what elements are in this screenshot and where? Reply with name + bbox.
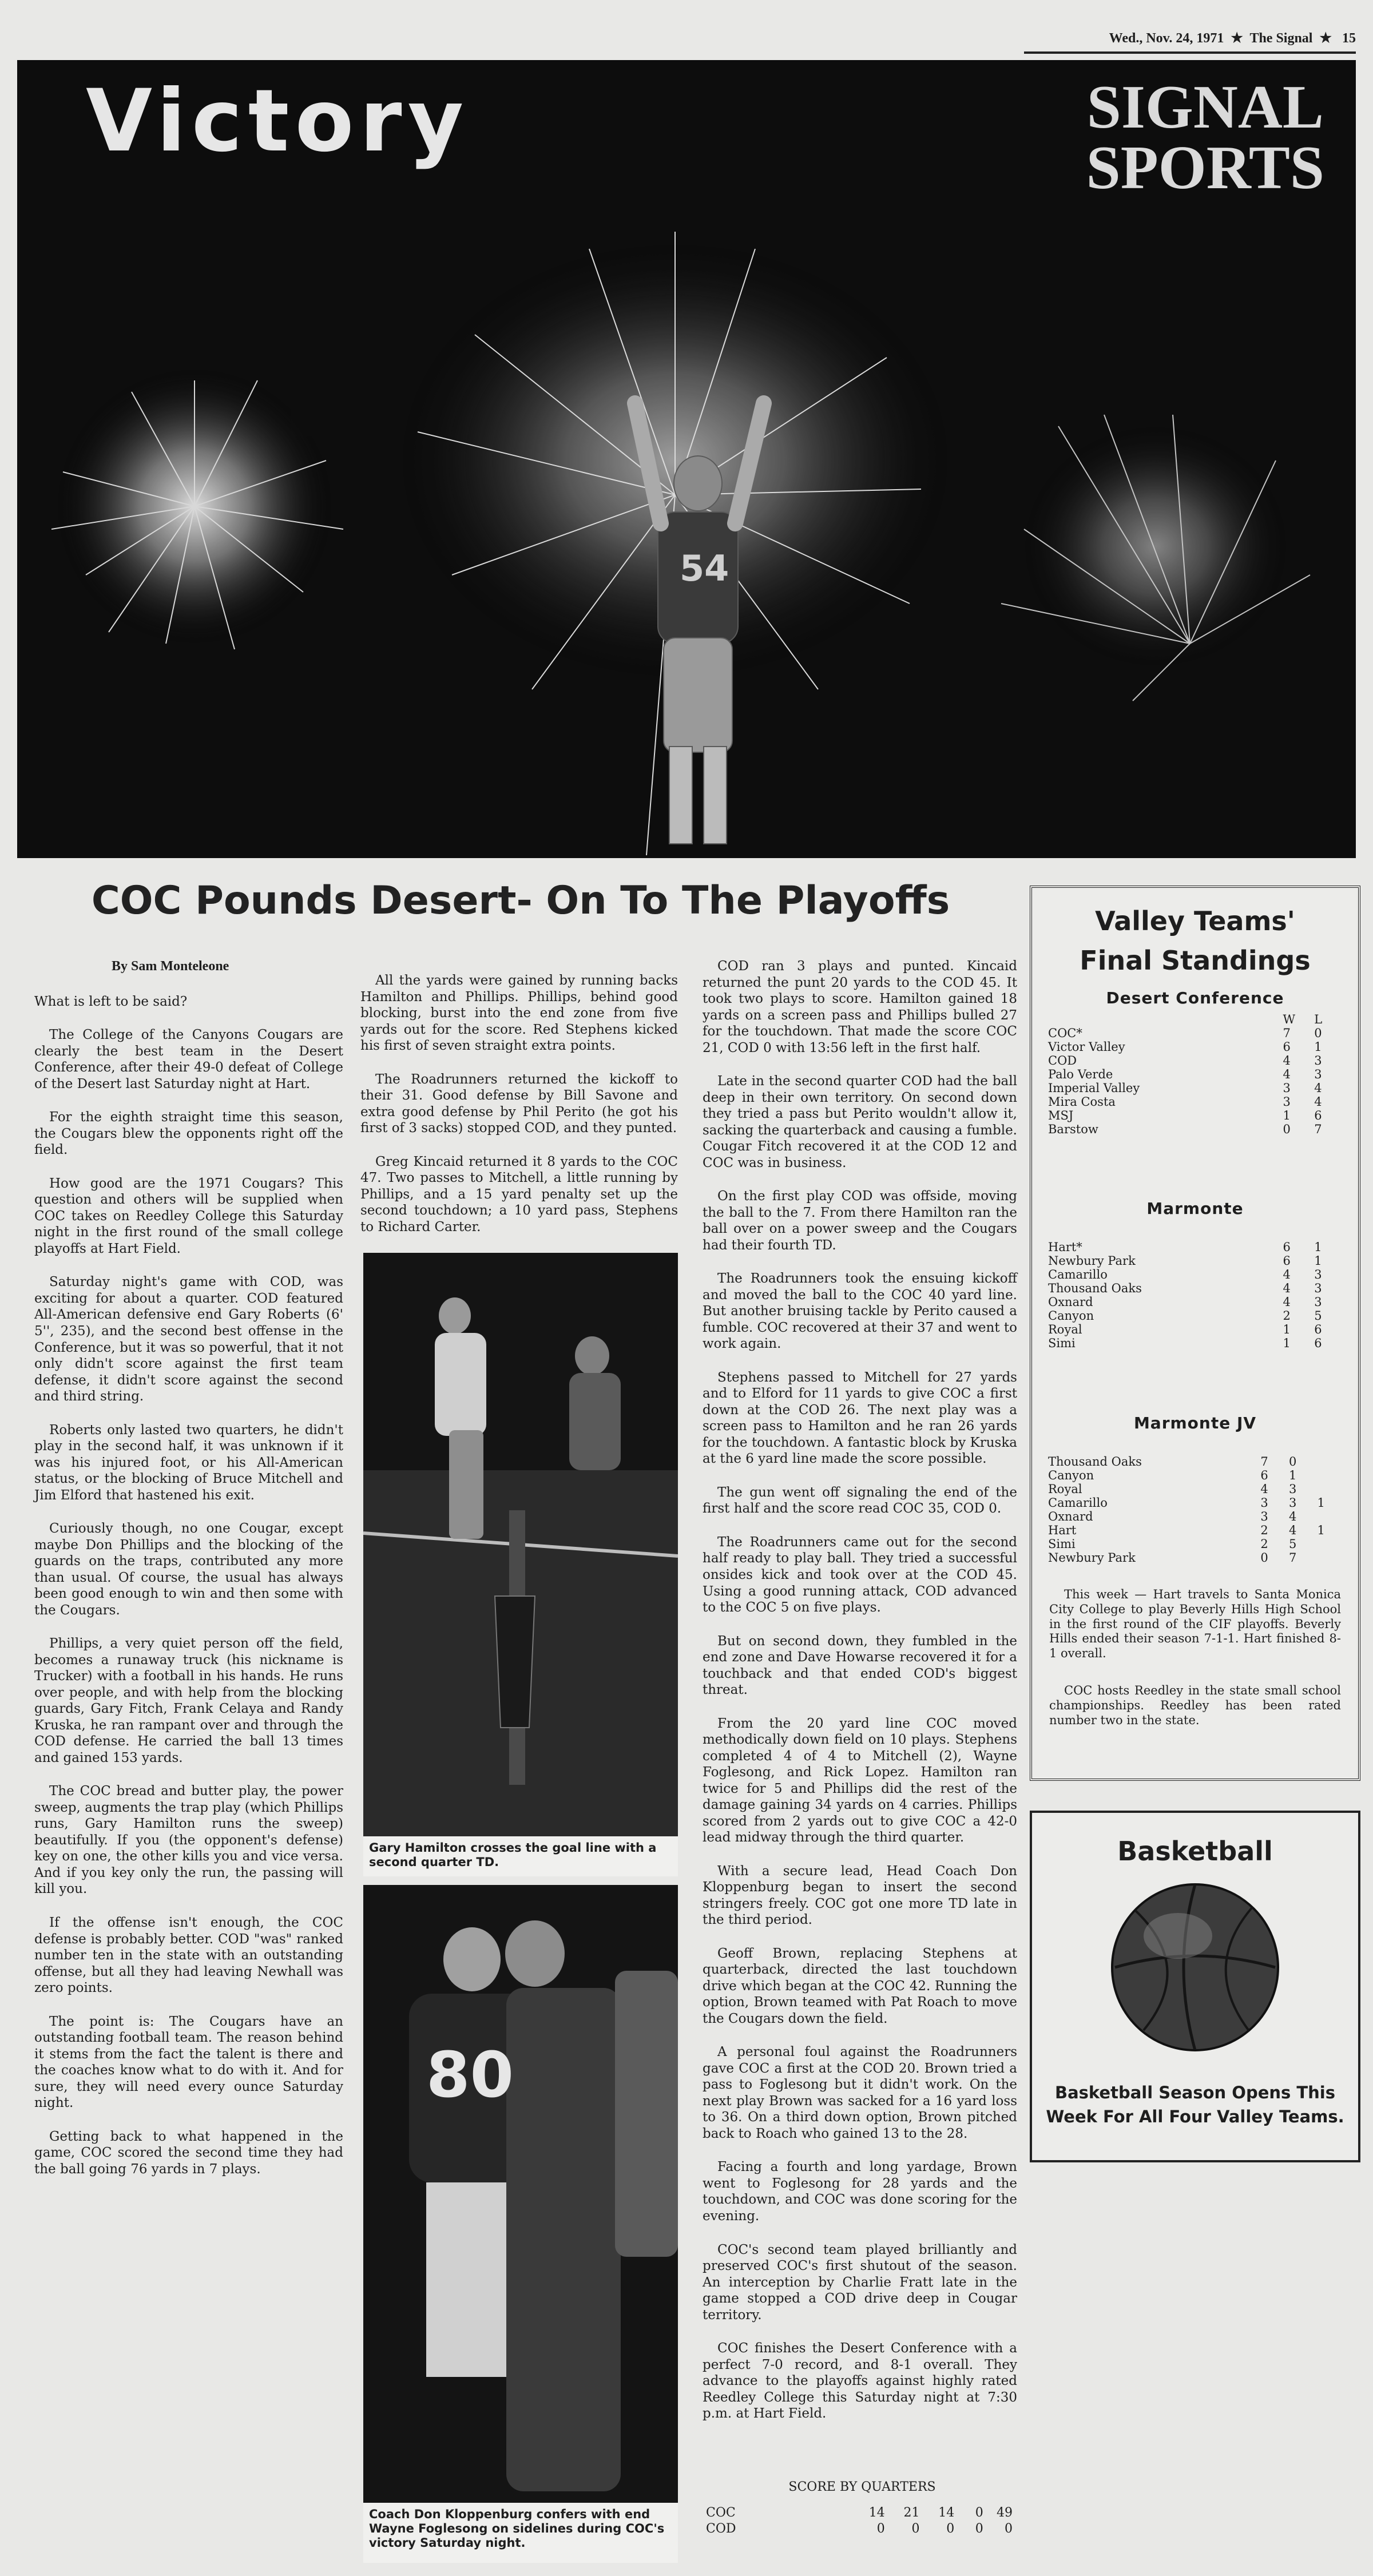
standings-l: 4	[1314, 1081, 1322, 1095]
score-cell: 0	[876, 2522, 885, 2537]
article-paragraph: Phillips, a very quiet person off the field, becomes a runaway truck (his nickname is Trucker) with a football in his hands. He runs over people, and with help from the blocking guards, Gary Fitch, Frank Celaya and Randy Kruska, he ran rampant over and through the COD defense. He carried the ball 13 times and gained 153 yards.	[34, 1636, 343, 1765]
article-paragraph: If the offense isn't enough, the COC defense is probably better. COD "was" ranked number ten in the state with an outstanding offense, but all they had leaving Newhall was zero points.	[34, 1915, 343, 1996]
article-paragraph: Greg Kincaid returned it 8 yards to the COC 47. Two passes to Mitchell, a little running by Phillips, and a 15 yard penalty set up the second touchdown; a 10 yard pass, Stephens to Richard Carter.	[360, 1154, 678, 1235]
score-table	[705, 2504, 1014, 2538]
photo-coach-caption: Coach Don Kloppenburg confers with end Wayne Foglesong on sidelines during COC's victory Saturday night.	[369, 2507, 665, 2550]
standings-l: 3	[1288, 1495, 1297, 1510]
standings-l: 7	[1314, 1122, 1322, 1136]
standings-row	[1048, 1483, 1346, 1497]
standings-l: 0	[1314, 1026, 1322, 1040]
masthead	[1024, 30, 1356, 46]
standings-w: 7	[1260, 1454, 1268, 1468]
marmonte-heading: Marmonte	[1146, 1199, 1244, 1218]
standings-l: 4	[1288, 1523, 1297, 1537]
article-paragraph: With a secure lead, Head Coach Don Kloppenburg began to insert the second stringers freely. COC got one more TD late in the third period.	[703, 1863, 1017, 1928]
standings-row	[1048, 1054, 1346, 1068]
standings-l: 1	[1288, 1468, 1297, 1482]
standings-row	[1048, 1497, 1346, 1510]
article-headline: COC Pounds Desert- On To The Playoffs	[91, 878, 950, 923]
standings-row	[1048, 1123, 1346, 1137]
article-paragraph: Stephens passed to Mitchell for 27 yards and to Elford for 11 yards to give COC a first down at the COD 26. The next play was a screen pass to Hamilton and he ran 26 yards for the touchdown. A fantastic block by Kruska at the 6 yard line made the score possible.	[703, 1370, 1017, 1467]
hero-title: Victory	[86, 72, 470, 171]
standings-note-coc: COC hosts Reedley in the state small school championships. Reedley has been rated number two in the state.	[1049, 1684, 1341, 1727]
article-paragraph: Getting back to what happened in the game, COC scored the second time they had the ball going 76 yards in 7 plays.	[34, 2129, 343, 2177]
article-paragraph: The COC bread and butter play, the power sweep, augments the trap play (which Phillips runs, Gary Hamilton runs the sweep) beautifully. If you (the opponent's defense) key on one, the other kills you and vice versa. And if you key only the run, the passing will kill you.	[34, 1784, 343, 1897]
section-title-line1: SIGNAL	[1086, 73, 1324, 141]
standings-team: Victor Valley	[1048, 1039, 1125, 1054]
standings-row	[1048, 1241, 1346, 1255]
standings-t: 1	[1317, 1523, 1325, 1537]
article-paragraph: The Roadrunners returned the kickoff to their 31. Good defense by Bill Savone and extra good defense by Phil Perito (he got his first of 3 sacks) stopped COD, and they punted.	[360, 1071, 678, 1136]
standings-l: 6	[1314, 1108, 1322, 1122]
standings-row	[1048, 1255, 1346, 1268]
article-paragraph: The gun went off signaling the end of the first half and the score read COC 35, COD 0.	[703, 1485, 1017, 1517]
standings-t	[1317, 1455, 1346, 1469]
standings-row	[1048, 1323, 1346, 1337]
standings-row	[1048, 1296, 1346, 1309]
score-total: 0	[1005, 2522, 1013, 2537]
article-paragraph: A personal foul against the Roadrunners gave COC a first at the COD 20. Brown tried a pass to Foglesong but it didn't work. On the next play Brown was sacked for a 16 yard loss to 36. On a third down option, Brown pitched back to Roach who gained 13 to the 28.	[703, 2045, 1017, 2141]
standings-team: Canyon	[1048, 1468, 1094, 1482]
standings-row	[1048, 1068, 1346, 1082]
standings-w: 4	[1283, 1067, 1291, 1081]
standings-l: 1	[1314, 1240, 1322, 1255]
standings-l: 3	[1314, 1053, 1322, 1067]
score-row-coc	[706, 2506, 1013, 2521]
article-paragraph: COD ran 3 plays and punted. Kincaid returned the punt 20 yards to the COD 45. It took two plays to score. Hamilton gained 18 yards on a screen pass and Phillips bulled 27 for the touchdown. That made the score COC 21, COD 0 with 13:56 left in the first half.	[703, 959, 1017, 1055]
standings-row	[1048, 1282, 1346, 1296]
basketball-title: Basketball	[1117, 1836, 1273, 1867]
article-paragraph: COC's second team played brilliantly and preserved COC's first shutout of the season. An interception by Charlie Fratt late in the game stopped a COD drive deep in Cougar territory.	[703, 2242, 1017, 2323]
desert-conference-heading: Desert Conference	[1106, 989, 1284, 1007]
standings-team: MSJ	[1048, 1108, 1074, 1122]
standings-row	[1048, 1096, 1346, 1109]
photo-coach-jersey-number: 80	[426, 2038, 514, 2111]
score-title: SCORE BY QUARTERS	[788, 2480, 936, 2494]
score-cell: 14	[868, 2506, 885, 2520]
standings-w: 1	[1283, 1108, 1291, 1122]
photo-coach-graphic	[363, 1885, 678, 2503]
standings-team: Thousand Oaks	[1048, 1454, 1142, 1468]
player-jersey-number: 54	[680, 547, 729, 589]
score-cell: 0	[946, 2522, 955, 2537]
basketball-box	[1030, 1811, 1360, 2162]
standings-w: 1	[1283, 1336, 1291, 1350]
firework-left	[51, 369, 343, 649]
standings-team: Oxnard	[1048, 1295, 1093, 1309]
standings-w: 4	[1283, 1281, 1291, 1296]
article-paragraph: From the 20 yard line COC moved methodically down field on 10 plays. Stephens completed 4 of 4 to Mitchell (2), Wayne Foglesong, and Rick Lopez. Hamilton ran twice for 5 and Phillips did the rest of the damage gaining 34 yards on 4 carries. Phillips scored from 2 yards out to give COC a 42-0 lead midway through the third quarter.	[703, 1716, 1017, 1845]
standings-w: 0	[1260, 1550, 1268, 1565]
standings-row	[1048, 1469, 1346, 1483]
photo-goal-line	[363, 1253, 678, 1876]
standings-w: 3	[1260, 1495, 1268, 1510]
standings-row	[1048, 1510, 1346, 1524]
standings-w: 4	[1283, 1053, 1291, 1067]
standings-w: 6	[1283, 1254, 1291, 1268]
article-paragraph: On the first play COD was offside, moving the ball to the 7. From there Hamilton ran the ball over on a power sweep and the Cougars had their fourth TD.	[703, 1189, 1017, 1253]
standings-title-2: Final Standings	[1080, 945, 1311, 976]
standings-l: 7	[1288, 1550, 1297, 1565]
section-title	[1086, 73, 1324, 202]
standings-row	[1048, 1538, 1346, 1551]
score-cell: 0	[975, 2522, 983, 2537]
standings-team: Simi	[1048, 1537, 1076, 1551]
score-team: COC	[706, 2506, 736, 2520]
standings-team: Royal	[1048, 1482, 1082, 1496]
standings-l: 3	[1314, 1281, 1322, 1296]
standings-row	[1048, 1524, 1346, 1538]
star-icon: ★	[1231, 31, 1243, 46]
standings-t	[1317, 1538, 1346, 1551]
standings-team: COD	[1048, 1053, 1077, 1067]
score-cell: 14	[938, 2506, 955, 2520]
standings-team: Mira Costa	[1048, 1094, 1116, 1109]
article-byline: By Sam Monteleone	[112, 959, 229, 974]
photo-coach	[363, 1885, 678, 2563]
standings-w: 1	[1283, 1323, 1291, 1337]
standings-w: 3	[1283, 1081, 1291, 1095]
standings-w: 6	[1283, 1039, 1291, 1054]
standings-team: Camarillo	[1048, 1268, 1108, 1282]
score-team: COD	[706, 2522, 736, 2537]
standings-team: Imperial Valley	[1048, 1081, 1140, 1095]
standings-box	[1030, 886, 1360, 1781]
standings-l: 4	[1288, 1509, 1297, 1523]
standings-t	[1317, 1469, 1346, 1483]
basketball-caption: Basketball Season Opens This Week For All Four Valley Teams.	[1046, 2083, 1344, 2127]
masthead-date: Wed., Nov. 24, 1971	[1109, 31, 1224, 46]
standings-team: COC*	[1048, 1026, 1082, 1040]
standings-team: Canyon	[1048, 1309, 1094, 1323]
standings-team: Newbury Park	[1048, 1254, 1136, 1268]
standings-t	[1317, 1551, 1346, 1565]
standings-team: Newbury Park	[1048, 1550, 1136, 1565]
basketball-icon	[1109, 1882, 1281, 2053]
standings-w: 2	[1260, 1537, 1268, 1551]
article-paragraph: How good are the 1971 Cougars? This question and others will be supplied when COC takes on Reedley College this Saturday night in the first round of the small college playoffs at Hart Field.	[34, 1176, 343, 1256]
masthead-paper: The Signal	[1249, 31, 1313, 46]
standings-l: 5	[1288, 1537, 1297, 1551]
standings-w: 6	[1260, 1468, 1268, 1482]
standings-w: 4	[1260, 1482, 1268, 1496]
standings-l: 1	[1314, 1039, 1322, 1054]
standings-t: 1	[1317, 1495, 1325, 1510]
hero-photo	[17, 60, 1356, 858]
article-paragraph: The Roadrunners came out for the second half ready to play ball. They tried a successful onsides kick and took over at the COD 45. Using a good running attack, COD advanced to the COC 5 on five plays.	[703, 1534, 1017, 1616]
standings-l: 6	[1314, 1336, 1322, 1350]
standings-note-hart: This week — Hart travels to Santa Monica City College to play Beverly Hills High School in the first round of the CIF playoffs. Beverly Hills ended their season 7-1-1. Hart finished 8-1 overall.	[1049, 1587, 1341, 1660]
standings-w: 4	[1283, 1295, 1291, 1309]
article-paragraph: For the eighth straight time this season, the Cougars blew the opponents right off the field.	[34, 1110, 343, 1158]
standings-l: 3	[1288, 1482, 1297, 1496]
score-by-quarters	[705, 2480, 1019, 2538]
article-paragraph: Facing a fourth and long yardage, Brown went to Foglesong for 28 yards and the touchdown, and COC was done scoring for the evening.	[703, 2160, 1017, 2224]
desert-standings-table	[1048, 1013, 1346, 1136]
marmonte-jv-standings-table	[1048, 1455, 1346, 1565]
standings-team: Royal	[1048, 1323, 1082, 1337]
standings-l: 3	[1314, 1295, 1322, 1309]
article-paragraph: Roberts only lasted two quarters, he didn't play in the second half, it was unknown if it was his injured foot, or his All-American status, or the blocking of Bruce Mitchell and Jim Elford that hastened his exit.	[34, 1422, 343, 1503]
standings-l: 5	[1314, 1309, 1322, 1323]
wins-header: W	[1283, 1013, 1296, 1026]
standings-team: Camarillo	[1048, 1495, 1108, 1510]
standings-team: Palo Verde	[1048, 1067, 1113, 1081]
article-paragraph: What is left to be said?	[34, 994, 188, 1009]
standings-w: 4	[1283, 1268, 1291, 1282]
score-cell: 21	[903, 2506, 920, 2520]
standings-w: 7	[1283, 1026, 1291, 1040]
standings-team: Thousand Oaks	[1048, 1281, 1142, 1296]
photo-goal-line-image	[363, 1253, 678, 1836]
losses-header: L	[1314, 1013, 1323, 1026]
standings-w: 2	[1260, 1523, 1268, 1537]
article-paragraph: All the yards were gained by running backs Hamilton and Phillips. Phillips, behind good blocking, burst into the end zone from five yards out for the score. Red Stephens kicked his first of seven straight extra points.	[360, 973, 678, 1054]
article-paragraph: The College of the Canyons Cougars are clearly the best team in the Desert Conference, after their 49-0 defeat of College of the Desert last Saturday night at Hart.	[34, 1027, 343, 1091]
standings-l: 6	[1314, 1323, 1322, 1337]
article-paragraph: COC finishes the Desert Conference with a perfect 7-0 record, and 8-1 overall. They advance to the playoffs against highly rated Reedley College this Saturday night at 7:30 p.m. at Hart Field.	[703, 2341, 1017, 2422]
marmonte-jv-heading: Marmonte JV	[1133, 1413, 1257, 1432]
standings-l: 3	[1314, 1067, 1322, 1081]
masthead-rule	[1024, 51, 1356, 54]
standings-row	[1048, 1082, 1346, 1096]
standings-row	[1048, 1551, 1346, 1565]
section-title-line2: SPORTS	[1086, 133, 1324, 202]
standings-team: Hart*	[1048, 1240, 1082, 1255]
standings-l: 1	[1314, 1254, 1322, 1268]
standings-l: 0	[1288, 1454, 1297, 1468]
firework-right	[1001, 415, 1310, 701]
standings-w: 2	[1283, 1309, 1291, 1323]
standings-l: 4	[1314, 1094, 1322, 1109]
score-total: 49	[997, 2506, 1013, 2520]
article-paragraph: Late in the second quarter COD had the ball deep in their own territory. On second down they tried a pass but Perito wouldn't allow it, sacking the quarterback and causing a fumble. Cougar Fitch recovered it at the COD 12 and COC was in business.	[703, 1074, 1017, 1170]
standings-title-1: Valley Teams'	[1095, 906, 1295, 936]
standings-header-row	[1048, 1013, 1346, 1027]
article-column-3	[703, 958, 1017, 2439]
standings-row	[1048, 1268, 1346, 1282]
standings-t	[1317, 1510, 1346, 1524]
standings-team: Simi	[1048, 1336, 1076, 1350]
article-paragraph: Geoff Brown, replacing Stephens at quarterback, directed the last touchdown drive which began at the COC 42. Running the option, Brown teamed with Pat Roach to move the Cougars down the field.	[703, 1946, 1017, 2026]
standings-row	[1048, 1455, 1346, 1469]
photo-goal-line-caption: Gary Hamilton crosses the goal line with a second quarter TD.	[369, 1841, 657, 1870]
article-paragraph: The point is: The Cougars have an outstanding football team. The reason behind it stems from the fact the talent is there and the coaches know what to do with it. And for sure, they will need every ounce Saturday night.	[34, 2014, 343, 2111]
score-row-cod	[706, 2522, 1013, 2537]
standings-row	[1048, 1027, 1346, 1041]
photo-coach-image	[363, 1885, 678, 2503]
score-cell: 0	[911, 2522, 920, 2537]
standings-row	[1048, 1041, 1346, 1054]
standings-team: Hart	[1048, 1523, 1077, 1537]
article-column-2	[360, 973, 678, 1252]
score-cell: 0	[975, 2506, 983, 2520]
article-paragraph: The Roadrunners took the ensuing kickoff and moved the ball to the COC 40 yard line. But another bruising tackle by Perito caused a fumble. COC recovered at their 37 and went to work again.	[703, 1271, 1017, 1352]
article-paragraph: Saturday night's game with COD, was exciting for about a quarter. COD featured All-American defensive end Gary Roberts (6' 5'', 235), and the second best offense in the Conference, but it was so powerful, that it not only didn't score against the first team defense, it didn't score against the second and third string.	[34, 1275, 343, 1404]
standings-team: Oxnard	[1048, 1509, 1093, 1523]
standings-w: 0	[1283, 1122, 1291, 1136]
article-paragraph: Curiously though, no one Cougar, except maybe Don Phillips and the blocking of the guards on the traps, contributed any more than usual. Of course, the usual has always been good enough to win and then some with the Cougars.	[34, 1521, 343, 1618]
standings-row	[1048, 1337, 1346, 1351]
marmonte-standings-table	[1048, 1241, 1346, 1351]
star-icon: ★	[1319, 31, 1332, 46]
standings-w: 3	[1283, 1094, 1291, 1109]
article-column-1	[34, 958, 343, 2194]
standings-row	[1048, 1309, 1346, 1323]
standings-w: 3	[1260, 1509, 1268, 1523]
page-number: 15	[1342, 31, 1356, 46]
article-paragraph: But on second down, they fumbled in the end zone and Dave Howarse recovered it for a touchback and that ended COD's biggest threat.	[703, 1633, 1017, 1698]
photo-goal-line-graphic	[363, 1253, 678, 1836]
standings-row	[1048, 1109, 1346, 1123]
standings-t	[1317, 1483, 1346, 1497]
standings-team: Barstow	[1048, 1122, 1098, 1136]
standings-w: 6	[1283, 1240, 1291, 1255]
standings-l: 3	[1314, 1268, 1322, 1282]
